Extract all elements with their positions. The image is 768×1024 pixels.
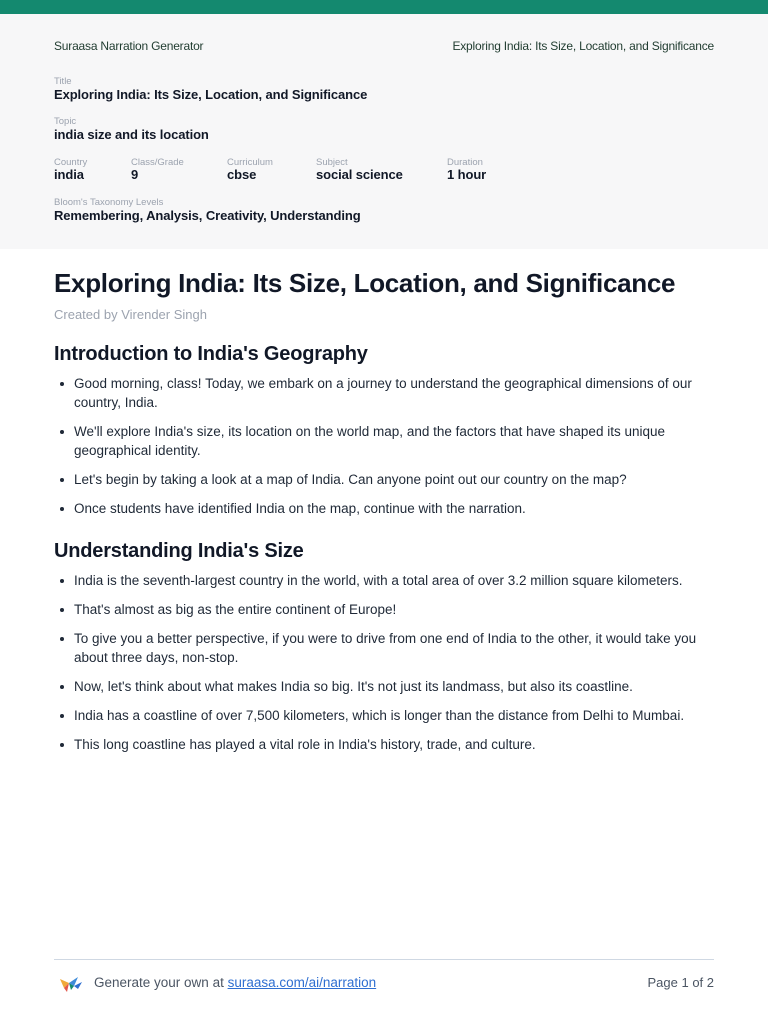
- list-item: To give you a better perspective, if you were to drive from one end of India to the other, it would take you about three days, non-stop.: [54, 629, 724, 667]
- document-title: Exploring India: Its Size, Location, and Significance: [54, 268, 676, 298]
- meta-title-value: Exploring India: Its Size, Location, and Significance: [54, 87, 368, 102]
- bullet-list-introduction: [54, 374, 724, 518]
- section-heading-introduction: Introduction to India's Geography: [54, 343, 368, 365]
- meta-duration-label: Duration: [447, 157, 483, 168]
- list-item: Let's begin by taking a look at a map of India. Can anyone point out our country on the map?: [54, 470, 724, 489]
- document-author: Created by Virender Singh: [54, 307, 207, 322]
- meta-subject-label: Subject: [316, 157, 348, 168]
- footer-cta: [94, 975, 376, 990]
- meta-country-value: india: [54, 167, 84, 182]
- list-item: India has a coastline of over 7,500 kilometers, which is longer than the distance from Delhi to Mumbai.: [54, 706, 724, 725]
- meta-grade-value: 9: [131, 167, 139, 182]
- suraasa-bird-logo-icon: [58, 973, 84, 993]
- top-accent-bar: [0, 0, 768, 14]
- meta-topic-value: india size and its location: [54, 127, 209, 142]
- meta-country-label: Country: [54, 157, 88, 168]
- narration-link[interactable]: suraasa.com/ai/narration: [227, 975, 377, 990]
- meta-curriculum-value: cbse: [227, 167, 257, 182]
- list-item: Once students have identified India on the map, continue with the narration.: [54, 499, 724, 518]
- list-item: That's almost as big as the entire continent of Europe!: [54, 600, 724, 619]
- meta-duration-value: 1 hour: [447, 167, 487, 182]
- footer-divider: [54, 959, 714, 960]
- meta-curriculum-label: Curriculum: [227, 157, 273, 168]
- list-item: India is the seventh-largest country in the world, with a total area of over 3.2 million square kilometers.: [54, 571, 724, 590]
- meta-blooms-value: Remembering, Analysis, Creativity, Understanding: [54, 208, 361, 223]
- list-item: We'll explore India's size, its location on the world map, and the factors that have shaped its unique geographical identity.: [54, 422, 724, 460]
- page-number: Page 1 of 2: [647, 975, 714, 990]
- list-item: Now, let's think about what makes India so big. It's not just its landmass, but also its coastline.: [54, 677, 724, 696]
- meta-subject-value: social science: [316, 167, 403, 182]
- meta-grade-label: Class/Grade: [131, 157, 184, 168]
- section-heading-size: Understanding India's Size: [54, 540, 304, 562]
- list-item: This long coastline has played a vital role in India's history, trade, and culture.: [54, 735, 724, 754]
- running-header-right: Exploring India: Its Size, Location, and Significance: [452, 39, 714, 53]
- meta-topic-label: Topic: [54, 116, 77, 127]
- meta-blooms-label: Bloom's Taxonomy Levels: [54, 197, 164, 208]
- running-header-left: Suraasa Narration Generator: [54, 39, 204, 53]
- meta-title-label: Title: [54, 76, 72, 87]
- bullet-list-size: [54, 571, 724, 754]
- footer-cta-prefix: Generate your own at: [94, 975, 228, 990]
- list-item: Good morning, class! Today, we embark on a journey to understand the geographical dimensions of our country, India.: [54, 374, 724, 412]
